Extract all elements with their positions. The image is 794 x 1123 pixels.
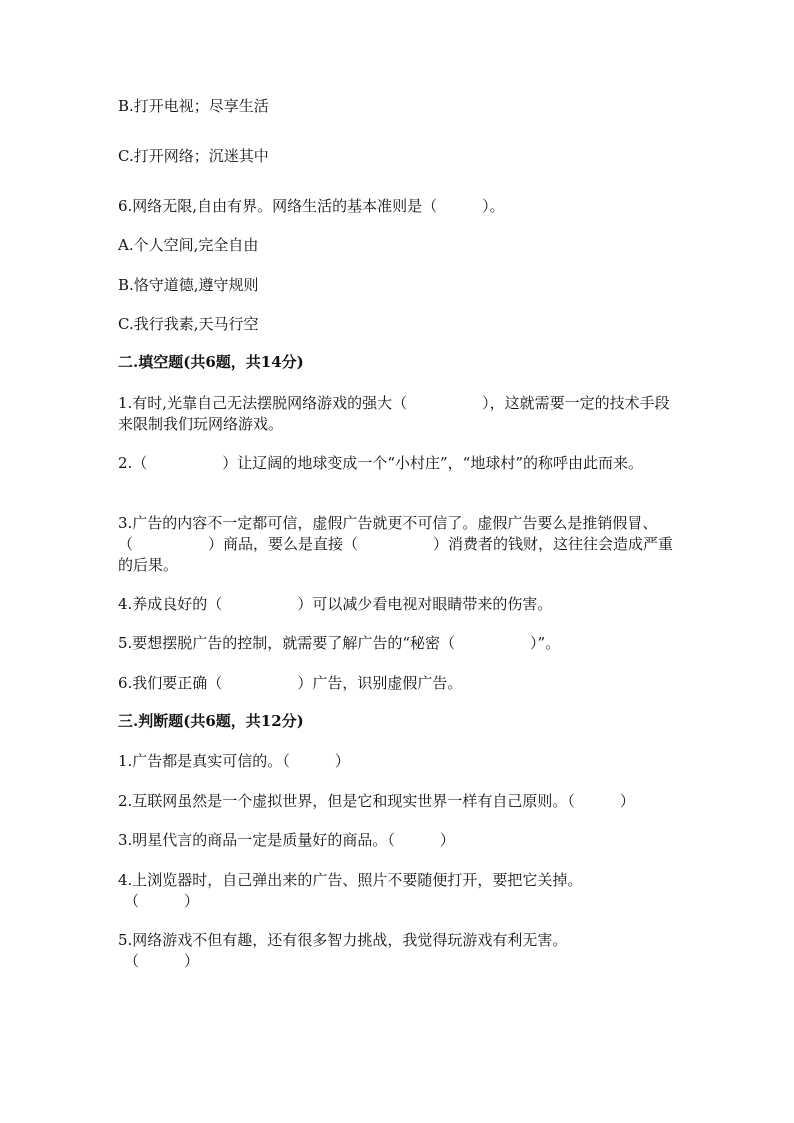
fill-question-1: 1.有时,光靠自己无法摆脱网络游戏的强大（ ），这就需要一定的技术手段来限制我们玩网络游戏。 [118, 394, 670, 433]
fill-section-heading: 二.填空题(共6题，共14分) [118, 353, 304, 371]
choice-q6-option-b: B.恪守道德,遵守规则 [118, 276, 259, 294]
judge-question-2: 2.互联网虽然是一个虚拟世界，但是它和现实世界一样有自己原则。（ ） [118, 792, 635, 810]
fill-question-6: 6.我们要正确（ ）广告，识别虚假广告。 [118, 674, 463, 692]
judge-question-4: 4.上浏览器时，自己弹出来的广告、照片不要随便打开，要把它关掉。 [118, 871, 583, 889]
judge-question-5: 5.网络游戏不但有趣，还有很多智力挑战，我觉得玩游戏有利无害。 [118, 931, 568, 949]
choice-q6-stem: 6.网络无限,自由有界。网络生活的基本准则是（ ）。 [118, 197, 505, 215]
option-c-prev: C.打开网络；沉迷其中 [118, 147, 269, 165]
choice-q6-option-c: C.我行我素,天马行空 [118, 315, 259, 333]
fill-question-3: 3.广告的内容不一定都可信，虚假广告就更不可信了。虚假广告要么是推销假冒、（ ）商品，要么是直接（ ）消费者的钱财，这往往会造成严重的后果。 [118, 514, 674, 574]
judge-question-4-blank: （ ） [124, 892, 200, 910]
judge-question-1: 1.广告都是真实可信的。（ ） [118, 752, 350, 770]
fill-question-2: 2.（ ）让辽阔的地球变成一个“小村庄”，“地球村”的称呼由此而来。 [118, 454, 643, 472]
choice-q6-option-a: A.个人空间,完全自由 [118, 236, 259, 254]
judge-question-5-blank: （ ） [124, 952, 200, 970]
option-b-prev: B.打开电视；尽享生活 [118, 97, 269, 115]
fill-question-4: 4.养成良好的（ ）可以减少看电视对眼睛带来的伤害。 [118, 595, 553, 613]
judge-question-3: 3.明星代言的商品一定是质量好的商品。（ ） [118, 831, 455, 849]
judge-section-heading: 三.判断题(共6题，共12分) [118, 712, 304, 730]
fill-question-5: 5.要想摆脱广告的控制，就需要了解广告的“秘密（ ）”。 [118, 634, 561, 652]
